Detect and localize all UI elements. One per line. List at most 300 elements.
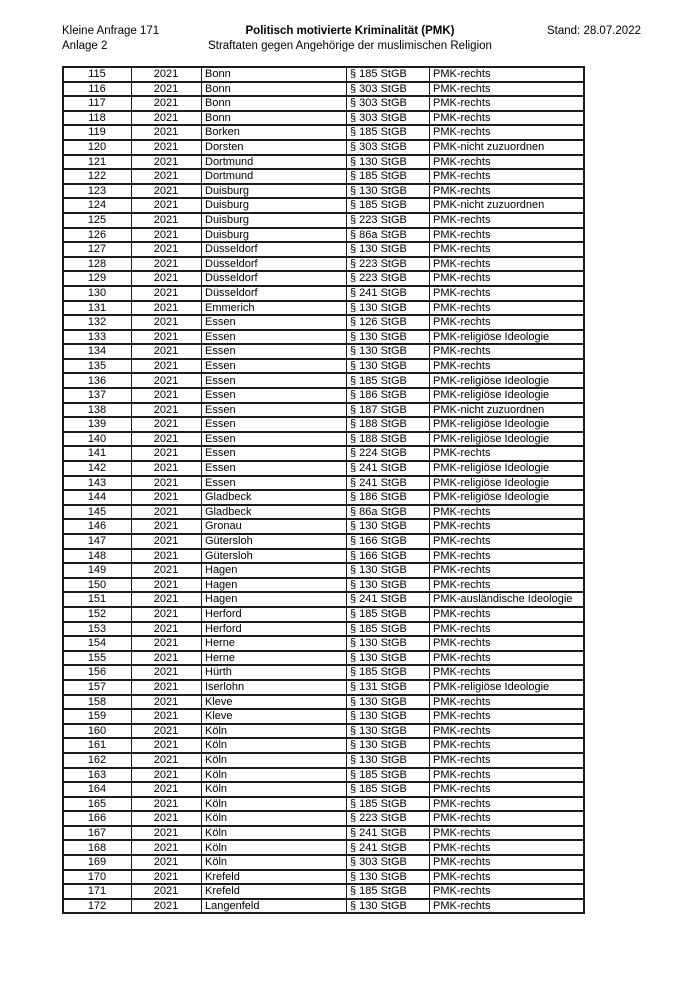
table-row bbox=[63, 155, 584, 170]
cell-pmk-bereich: PMK-rechts bbox=[430, 724, 585, 739]
cell-paragraf: § 224 StGB bbox=[347, 446, 430, 461]
cell-jahr: 2021 bbox=[132, 125, 202, 140]
cell-ort: Essen bbox=[202, 315, 347, 330]
cell-lfd-nr: 157 bbox=[63, 680, 132, 695]
cell-jahr: 2021 bbox=[132, 330, 202, 345]
cell-pmk-bereich: PMK-religiöse Ideologie bbox=[430, 490, 585, 505]
cell-paragraf: § 185 StGB bbox=[347, 169, 430, 184]
cell-jahr: 2021 bbox=[132, 140, 202, 155]
table-row bbox=[63, 870, 584, 885]
cell-jahr: 2021 bbox=[132, 155, 202, 170]
cell-jahr: 2021 bbox=[132, 228, 202, 243]
cell-jahr: 2021 bbox=[132, 213, 202, 228]
table-row bbox=[63, 782, 584, 797]
cell-jahr: 2021 bbox=[132, 738, 202, 753]
cell-lfd-nr: 147 bbox=[63, 534, 132, 549]
cell-lfd-nr: 168 bbox=[63, 840, 132, 855]
cell-pmk-bereich: PMK-rechts bbox=[430, 271, 585, 286]
cell-lfd-nr: 146 bbox=[63, 519, 132, 534]
cell-jahr: 2021 bbox=[132, 82, 202, 97]
cell-ort: Hagen bbox=[202, 592, 347, 607]
cell-ort: Iserlohn bbox=[202, 680, 347, 695]
cell-pmk-bereich: PMK-religiöse Ideologie bbox=[430, 461, 585, 476]
cell-pmk-bereich: PMK-rechts bbox=[430, 344, 585, 359]
cell-jahr: 2021 bbox=[132, 578, 202, 593]
page-title: Politisch motivierte Kriminalität (PMK) bbox=[245, 25, 455, 37]
cell-lfd-nr: 137 bbox=[63, 388, 132, 403]
cell-lfd-nr: 135 bbox=[63, 359, 132, 374]
cell-jahr: 2021 bbox=[132, 198, 202, 213]
cell-paragraf: § 185 StGB bbox=[347, 607, 430, 622]
cell-pmk-bereich: PMK-rechts bbox=[430, 665, 585, 680]
cell-pmk-bereich: PMK-rechts bbox=[430, 155, 585, 170]
cell-lfd-nr: 164 bbox=[63, 782, 132, 797]
cell-paragraf: § 186 StGB bbox=[347, 490, 430, 505]
cell-pmk-bereich: PMK-rechts bbox=[430, 651, 585, 666]
cell-lfd-nr: 160 bbox=[63, 724, 132, 739]
cell-paragraf: § 185 StGB bbox=[347, 622, 430, 637]
cell-pmk-bereich: PMK-rechts bbox=[430, 709, 585, 724]
cell-jahr: 2021 bbox=[132, 461, 202, 476]
cell-pmk-bereich: PMK-rechts bbox=[430, 636, 585, 651]
table-row bbox=[63, 388, 584, 403]
cell-pmk-bereich: PMK-rechts bbox=[430, 505, 585, 520]
cell-lfd-nr: 170 bbox=[63, 870, 132, 885]
cell-pmk-bereich: PMK-rechts bbox=[430, 184, 585, 199]
cell-paragraf: § 185 StGB bbox=[347, 797, 430, 812]
cell-jahr: 2021 bbox=[132, 622, 202, 637]
table-row bbox=[63, 140, 584, 155]
table-row bbox=[63, 549, 584, 564]
cell-ort: Hürth bbox=[202, 665, 347, 680]
cell-pmk-bereich: PMK-rechts bbox=[430, 870, 585, 885]
cell-lfd-nr: 133 bbox=[63, 330, 132, 345]
cell-pmk-bereich: PMK-rechts bbox=[430, 840, 585, 855]
cell-jahr: 2021 bbox=[132, 709, 202, 724]
cell-jahr: 2021 bbox=[132, 301, 202, 316]
cell-lfd-nr: 165 bbox=[63, 797, 132, 812]
cell-pmk-bereich: PMK-rechts bbox=[430, 811, 585, 826]
cell-paragraf: § 188 StGB bbox=[347, 417, 430, 432]
cell-pmk-bereich: PMK-rechts bbox=[430, 797, 585, 812]
cell-ort: Essen bbox=[202, 403, 347, 418]
cell-paragraf: § 241 StGB bbox=[347, 826, 430, 841]
cell-lfd-nr: 119 bbox=[63, 125, 132, 140]
cell-pmk-bereich: PMK-rechts bbox=[430, 125, 585, 140]
cell-jahr: 2021 bbox=[132, 665, 202, 680]
cell-pmk-bereich: PMK-rechts bbox=[430, 315, 585, 330]
cell-paragraf: § 185 StGB bbox=[347, 665, 430, 680]
status-date: Stand: 28.07.2022 bbox=[547, 25, 641, 37]
cell-paragraf: § 303 StGB bbox=[347, 96, 430, 111]
cell-lfd-nr: 155 bbox=[63, 651, 132, 666]
cell-jahr: 2021 bbox=[132, 519, 202, 534]
cell-jahr: 2021 bbox=[132, 870, 202, 885]
cell-jahr: 2021 bbox=[132, 607, 202, 622]
table-row bbox=[63, 403, 584, 418]
cell-paragraf: § 241 StGB bbox=[347, 840, 430, 855]
cell-ort: Herne bbox=[202, 636, 347, 651]
cell-ort: Köln bbox=[202, 811, 347, 826]
cell-paragraf: § 223 StGB bbox=[347, 257, 430, 272]
table-row bbox=[63, 476, 584, 491]
cell-jahr: 2021 bbox=[132, 432, 202, 447]
cell-jahr: 2021 bbox=[132, 534, 202, 549]
table-row bbox=[63, 184, 584, 199]
cell-lfd-nr: 122 bbox=[63, 169, 132, 184]
cell-paragraf: § 130 StGB bbox=[347, 899, 430, 914]
table-row bbox=[63, 622, 584, 637]
cell-pmk-bereich: PMK-rechts bbox=[430, 826, 585, 841]
cell-ort: Düsseldorf bbox=[202, 242, 347, 257]
cell-lfd-nr: 153 bbox=[63, 622, 132, 637]
table-row bbox=[63, 665, 584, 680]
page-subtitle: Straftaten gegen Angehörige der muslimischen Religion bbox=[208, 40, 492, 52]
cell-pmk-bereich: PMK-rechts bbox=[430, 549, 585, 564]
cell-ort: Borken bbox=[202, 125, 347, 140]
cell-paragraf: § 223 StGB bbox=[347, 271, 430, 286]
cell-jahr: 2021 bbox=[132, 753, 202, 768]
cell-lfd-nr: 149 bbox=[63, 563, 132, 578]
cell-lfd-nr: 167 bbox=[63, 826, 132, 841]
cell-lfd-nr: 116 bbox=[63, 82, 132, 97]
cell-ort: Düsseldorf bbox=[202, 286, 347, 301]
cell-lfd-nr: 138 bbox=[63, 403, 132, 418]
cell-ort: Düsseldorf bbox=[202, 271, 347, 286]
cell-pmk-bereich: PMK-nicht zuzuordnen bbox=[430, 198, 585, 213]
table-row bbox=[63, 884, 584, 899]
cell-ort: Essen bbox=[202, 330, 347, 345]
table-row bbox=[63, 578, 584, 593]
table-row bbox=[63, 432, 584, 447]
cell-pmk-bereich: PMK-rechts bbox=[430, 359, 585, 374]
cell-pmk-bereich: PMK-religiöse Ideologie bbox=[430, 388, 585, 403]
cell-jahr: 2021 bbox=[132, 549, 202, 564]
table-row bbox=[63, 607, 584, 622]
table-row bbox=[63, 82, 584, 97]
cell-paragraf: § 126 StGB bbox=[347, 315, 430, 330]
cell-lfd-nr: 141 bbox=[63, 446, 132, 461]
cell-lfd-nr: 136 bbox=[63, 373, 132, 388]
cell-ort: Duisburg bbox=[202, 228, 347, 243]
cell-lfd-nr: 129 bbox=[63, 271, 132, 286]
cell-lfd-nr: 154 bbox=[63, 636, 132, 651]
cell-ort: Duisburg bbox=[202, 198, 347, 213]
cell-pmk-bereich: PMK-nicht zuzuordnen bbox=[430, 140, 585, 155]
cell-pmk-bereich: PMK-rechts bbox=[430, 301, 585, 316]
cell-ort: Bonn bbox=[202, 67, 347, 82]
cell-pmk-bereich: PMK-rechts bbox=[430, 213, 585, 228]
cell-paragraf: § 185 StGB bbox=[347, 884, 430, 899]
cell-pmk-bereich: PMK-rechts bbox=[430, 768, 585, 783]
cell-ort: Gladbeck bbox=[202, 505, 347, 520]
cell-pmk-bereich: PMK-rechts bbox=[430, 96, 585, 111]
cell-jahr: 2021 bbox=[132, 724, 202, 739]
cell-paragraf: § 130 StGB bbox=[347, 359, 430, 374]
table-row bbox=[63, 198, 584, 213]
cell-lfd-nr: 151 bbox=[63, 592, 132, 607]
cell-pmk-bereich: PMK-rechts bbox=[430, 228, 585, 243]
cell-ort: Herford bbox=[202, 607, 347, 622]
cell-pmk-bereich: PMK-rechts bbox=[430, 257, 585, 272]
cell-paragraf: § 131 StGB bbox=[347, 680, 430, 695]
table-row bbox=[63, 417, 584, 432]
cell-paragraf: § 187 StGB bbox=[347, 403, 430, 418]
cell-paragraf: § 130 StGB bbox=[347, 870, 430, 885]
cell-lfd-nr: 128 bbox=[63, 257, 132, 272]
cell-lfd-nr: 150 bbox=[63, 578, 132, 593]
cell-paragraf: § 185 StGB bbox=[347, 373, 430, 388]
table-row bbox=[63, 768, 584, 783]
cell-jahr: 2021 bbox=[132, 184, 202, 199]
cell-lfd-nr: 158 bbox=[63, 695, 132, 710]
cell-ort: Köln bbox=[202, 797, 347, 812]
cell-jahr: 2021 bbox=[132, 242, 202, 257]
table-row bbox=[63, 286, 584, 301]
cell-lfd-nr: 123 bbox=[63, 184, 132, 199]
cell-ort: Köln bbox=[202, 826, 347, 841]
cell-ort: Essen bbox=[202, 461, 347, 476]
cell-ort: Kleve bbox=[202, 695, 347, 710]
cell-paragraf: § 241 StGB bbox=[347, 461, 430, 476]
cell-lfd-nr: 172 bbox=[63, 899, 132, 914]
cell-ort: Dortmund bbox=[202, 155, 347, 170]
cell-paragraf: § 166 StGB bbox=[347, 549, 430, 564]
cell-ort: Köln bbox=[202, 738, 347, 753]
table-row bbox=[63, 738, 584, 753]
cell-jahr: 2021 bbox=[132, 768, 202, 783]
cell-paragraf: § 130 StGB bbox=[347, 709, 430, 724]
cell-ort: Hagen bbox=[202, 563, 347, 578]
cell-jahr: 2021 bbox=[132, 884, 202, 899]
cell-lfd-nr: 132 bbox=[63, 315, 132, 330]
table-row bbox=[63, 446, 584, 461]
cell-pmk-bereich: PMK-religiöse Ideologie bbox=[430, 373, 585, 388]
cell-ort: Kleve bbox=[202, 709, 347, 724]
doc-ref-line1: Kleine Anfrage 171 bbox=[62, 25, 160, 37]
cell-ort: Gronau bbox=[202, 519, 347, 534]
cell-jahr: 2021 bbox=[132, 359, 202, 374]
cell-pmk-bereich: PMK-rechts bbox=[430, 738, 585, 753]
cell-pmk-bereich: PMK-religiöse Ideologie bbox=[430, 476, 585, 491]
cell-paragraf: § 130 StGB bbox=[347, 301, 430, 316]
cell-ort: Essen bbox=[202, 388, 347, 403]
table-row bbox=[63, 301, 584, 316]
cell-paragraf: § 130 StGB bbox=[347, 753, 430, 768]
cell-lfd-nr: 125 bbox=[63, 213, 132, 228]
cell-lfd-nr: 148 bbox=[63, 549, 132, 564]
table-row bbox=[63, 315, 584, 330]
cell-jahr: 2021 bbox=[132, 315, 202, 330]
cell-lfd-nr: 163 bbox=[63, 768, 132, 783]
cell-ort: Köln bbox=[202, 855, 347, 870]
cell-lfd-nr: 171 bbox=[63, 884, 132, 899]
table-row bbox=[63, 724, 584, 739]
cell-paragraf: § 241 StGB bbox=[347, 476, 430, 491]
cell-paragraf: § 186 StGB bbox=[347, 388, 430, 403]
cell-lfd-nr: 166 bbox=[63, 811, 132, 826]
cell-pmk-bereich: PMK-rechts bbox=[430, 884, 585, 899]
table-row bbox=[63, 359, 584, 374]
cell-lfd-nr: 156 bbox=[63, 665, 132, 680]
cell-paragraf: § 130 StGB bbox=[347, 651, 430, 666]
table-row bbox=[63, 826, 584, 841]
cell-paragraf: § 130 StGB bbox=[347, 738, 430, 753]
cell-jahr: 2021 bbox=[132, 899, 202, 914]
table-row bbox=[63, 330, 584, 345]
cell-pmk-bereich: PMK-rechts bbox=[430, 855, 585, 870]
cell-lfd-nr: 139 bbox=[63, 417, 132, 432]
cell-jahr: 2021 bbox=[132, 417, 202, 432]
cell-ort: Dortmund bbox=[202, 169, 347, 184]
table-row bbox=[63, 96, 584, 111]
table-row bbox=[63, 709, 584, 724]
cell-paragraf: § 130 StGB bbox=[347, 724, 430, 739]
cell-paragraf: § 188 StGB bbox=[347, 432, 430, 447]
cell-ort: Duisburg bbox=[202, 213, 347, 228]
cell-lfd-nr: 143 bbox=[63, 476, 132, 491]
cell-paragraf: § 185 StGB bbox=[347, 67, 430, 82]
cell-lfd-nr: 134 bbox=[63, 344, 132, 359]
cell-jahr: 2021 bbox=[132, 563, 202, 578]
table-row bbox=[63, 680, 584, 695]
cell-paragraf: § 130 StGB bbox=[347, 695, 430, 710]
table-row bbox=[63, 840, 584, 855]
cell-lfd-nr: 120 bbox=[63, 140, 132, 155]
cell-lfd-nr: 130 bbox=[63, 286, 132, 301]
table-row bbox=[63, 344, 584, 359]
cell-jahr: 2021 bbox=[132, 680, 202, 695]
cell-ort: Köln bbox=[202, 753, 347, 768]
cell-paragraf: § 303 StGB bbox=[347, 82, 430, 97]
cell-jahr: 2021 bbox=[132, 811, 202, 826]
cell-pmk-bereich: PMK-rechts bbox=[430, 286, 585, 301]
cell-ort: Herne bbox=[202, 651, 347, 666]
cell-paragraf: § 130 StGB bbox=[347, 519, 430, 534]
cell-paragraf: § 130 StGB bbox=[347, 344, 430, 359]
cell-lfd-nr: 126 bbox=[63, 228, 132, 243]
table-row bbox=[63, 753, 584, 768]
doc-ref-line2: Anlage 2 bbox=[62, 40, 108, 52]
cell-paragraf: § 130 StGB bbox=[347, 155, 430, 170]
cell-paragraf: § 130 StGB bbox=[347, 184, 430, 199]
cell-lfd-nr: 159 bbox=[63, 709, 132, 724]
table-row bbox=[63, 169, 584, 184]
cell-pmk-bereich: PMK-nicht zuzuordnen bbox=[430, 403, 585, 418]
table-row bbox=[63, 563, 584, 578]
cell-lfd-nr: 152 bbox=[63, 607, 132, 622]
cell-ort: Köln bbox=[202, 724, 347, 739]
table-row bbox=[63, 811, 584, 826]
cell-jahr: 2021 bbox=[132, 446, 202, 461]
cell-jahr: 2021 bbox=[132, 782, 202, 797]
cell-lfd-nr: 131 bbox=[63, 301, 132, 316]
table-row bbox=[63, 797, 584, 812]
cell-lfd-nr: 169 bbox=[63, 855, 132, 870]
table-row bbox=[63, 213, 584, 228]
cell-jahr: 2021 bbox=[132, 67, 202, 82]
cell-pmk-bereich: PMK-religiöse Ideologie bbox=[430, 680, 585, 695]
cell-pmk-bereich: PMK-rechts bbox=[430, 695, 585, 710]
cell-paragraf: § 223 StGB bbox=[347, 213, 430, 228]
cell-jahr: 2021 bbox=[132, 96, 202, 111]
cell-ort: Bonn bbox=[202, 82, 347, 97]
table-row bbox=[63, 125, 584, 140]
cell-ort: Köln bbox=[202, 782, 347, 797]
cell-ort: Essen bbox=[202, 359, 347, 374]
cell-lfd-nr: 118 bbox=[63, 111, 132, 126]
cell-ort: Krefeld bbox=[202, 884, 347, 899]
cell-jahr: 2021 bbox=[132, 592, 202, 607]
cell-lfd-nr: 127 bbox=[63, 242, 132, 257]
table-row bbox=[63, 534, 584, 549]
cell-ort: Bonn bbox=[202, 96, 347, 111]
cell-ort: Essen bbox=[202, 432, 347, 447]
cell-ort: Herford bbox=[202, 622, 347, 637]
cell-jahr: 2021 bbox=[132, 476, 202, 491]
cell-paragraf: § 223 StGB bbox=[347, 811, 430, 826]
cell-jahr: 2021 bbox=[132, 505, 202, 520]
cell-paragraf: § 185 StGB bbox=[347, 125, 430, 140]
cell-pmk-bereich: PMK-rechts bbox=[430, 519, 585, 534]
cell-paragraf: § 303 StGB bbox=[347, 140, 430, 155]
table-row bbox=[63, 257, 584, 272]
cell-jahr: 2021 bbox=[132, 855, 202, 870]
table-row bbox=[63, 242, 584, 257]
cell-lfd-nr: 117 bbox=[63, 96, 132, 111]
cell-lfd-nr: 140 bbox=[63, 432, 132, 447]
cell-pmk-bereich: PMK-rechts bbox=[430, 782, 585, 797]
table-row bbox=[63, 271, 584, 286]
cell-ort: Emmerich bbox=[202, 301, 347, 316]
cell-paragraf: § 130 StGB bbox=[347, 330, 430, 345]
cell-ort: Essen bbox=[202, 344, 347, 359]
cell-jahr: 2021 bbox=[132, 490, 202, 505]
cell-paragraf: § 303 StGB bbox=[347, 111, 430, 126]
table-row bbox=[63, 111, 584, 126]
cell-jahr: 2021 bbox=[132, 169, 202, 184]
cell-ort: Langenfeld bbox=[202, 899, 347, 914]
cell-jahr: 2021 bbox=[132, 271, 202, 286]
table-row bbox=[63, 519, 584, 534]
cell-pmk-bereich: PMK-ausländische Ideologie bbox=[430, 592, 585, 607]
cell-ort: Köln bbox=[202, 768, 347, 783]
cell-pmk-bereich: PMK-rechts bbox=[430, 753, 585, 768]
cell-paragraf: § 185 StGB bbox=[347, 198, 430, 213]
cell-lfd-nr: 162 bbox=[63, 753, 132, 768]
cell-lfd-nr: 121 bbox=[63, 155, 132, 170]
cell-pmk-bereich: PMK-religiöse Ideologie bbox=[430, 432, 585, 447]
cell-paragraf: § 130 StGB bbox=[347, 563, 430, 578]
cell-paragraf: § 86a StGB bbox=[347, 228, 430, 243]
cell-ort: Gütersloh bbox=[202, 534, 347, 549]
cell-ort: Essen bbox=[202, 373, 347, 388]
cell-paragraf: § 241 StGB bbox=[347, 286, 430, 301]
cell-ort: Gütersloh bbox=[202, 549, 347, 564]
cell-jahr: 2021 bbox=[132, 797, 202, 812]
table-body bbox=[63, 67, 584, 913]
cell-ort: Krefeld bbox=[202, 870, 347, 885]
cell-jahr: 2021 bbox=[132, 840, 202, 855]
cell-pmk-bereich: PMK-rechts bbox=[430, 578, 585, 593]
table-row bbox=[63, 461, 584, 476]
cell-paragraf: § 185 StGB bbox=[347, 768, 430, 783]
cell-jahr: 2021 bbox=[132, 373, 202, 388]
table-row bbox=[63, 695, 584, 710]
cell-jahr: 2021 bbox=[132, 651, 202, 666]
cell-paragraf: § 241 StGB bbox=[347, 592, 430, 607]
cell-jahr: 2021 bbox=[132, 111, 202, 126]
